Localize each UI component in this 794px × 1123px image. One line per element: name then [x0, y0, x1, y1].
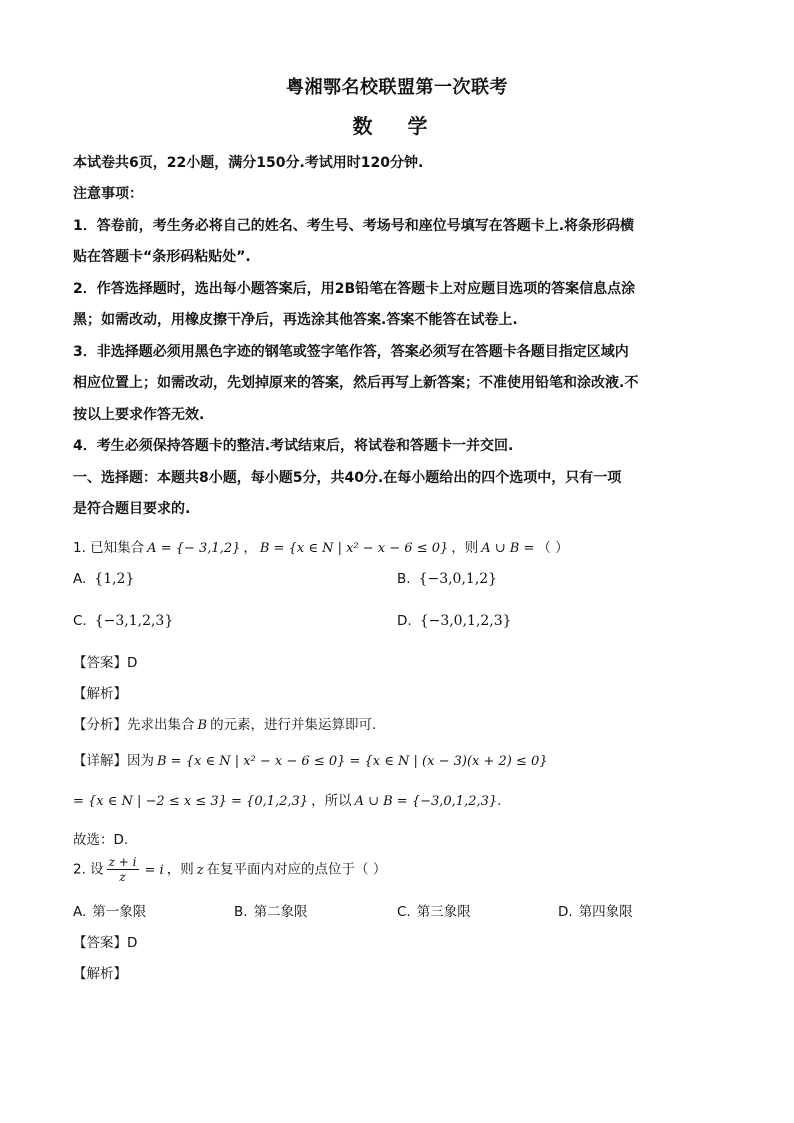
- detail-expr: B = {x ∈ N | x² − x − 6 ≤ 0} = {x ∈ N | (x − 3)(x + 2) ≤ 0}: [157, 754, 548, 769]
- notice-item-2b: 黑；如需改动，用橡皮擦干净后，再选涂其他答案.答案不能答在试卷上.: [73, 312, 518, 328]
- q2-option-b: [234, 900, 308, 920]
- q2-answer: 【答案】D: [73, 935, 138, 951]
- q1-detail: [73, 749, 723, 769]
- subject-title: 数 学: [352, 114, 442, 138]
- option-letter: B.: [234, 904, 248, 920]
- q1-analysis-label: 【解析】: [73, 686, 127, 702]
- q1-conclusion: 故选：D.: [73, 832, 129, 848]
- q2-eq: = i: [144, 862, 164, 878]
- option-letter: A.: [73, 904, 87, 920]
- section-heading-cont: 是符合题目要求的.: [73, 501, 191, 517]
- option-value: 第二象限: [253, 904, 308, 920]
- notice-item-4: 4．考生必须保持答题卡的整洁.考试结束后，将试卷和答题卡一并交回.: [73, 438, 514, 454]
- q1-union: A ∪ B =: [481, 541, 535, 556]
- q2-option-a: [73, 900, 146, 920]
- q1-option-b: [397, 571, 497, 587]
- option-value: 第四象限: [578, 904, 633, 920]
- exam-info: 本试卷共6页，22小题，满分150分.考试用时120分钟.: [73, 155, 424, 171]
- option-letter: D.: [397, 613, 412, 629]
- q1-option-d: [397, 613, 512, 629]
- q2-var: z: [196, 862, 204, 878]
- q2-suffix: 在复平面内对应的点位于（ ）: [206, 861, 387, 878]
- q1-ask: ，则: [451, 540, 479, 556]
- q2-option-d: [558, 900, 633, 920]
- notice-item-3b: 相应位置上；如需改动，先划掉原来的答案，然后再写上新答案；不准使用铅笔和涂改液.不: [73, 375, 639, 391]
- q1-option-c: [73, 613, 173, 629]
- option-letter: A.: [73, 571, 87, 587]
- q2-prefix: 2. 设: [73, 861, 104, 878]
- q1-option-a: [73, 571, 134, 587]
- option-letter: D.: [558, 904, 573, 920]
- detail-prefix: 【详解】因为: [73, 753, 154, 769]
- notice-item-3a: 3．非选择题必须用黑色字迹的钢笔或签字笔作答，答案必须写在答题卡各题目指定区域内: [73, 344, 629, 360]
- notice-item-2a: 2．作答选择题时，选出每小题答案后，用2B铅笔在答题卡上对应题目选项的答案信息点涂: [73, 281, 636, 297]
- option-letter: B.: [397, 571, 411, 587]
- notice-item-1a: 1．答卷前，考生务必将自己的姓名、考生号、考场号和座位号填写在答题卡上.将条形码横: [73, 218, 635, 234]
- fraction-denominator: z: [119, 870, 126, 884]
- notice-item-1b: 贴在答题卡“条形码粘贴处”.: [73, 249, 251, 265]
- q1-prefix: 1. 已知集合: [73, 540, 145, 556]
- fenxi-var: B: [197, 718, 208, 733]
- section-heading: 一、选择题：本题共8小题，每小题5分，共40分.在每小题给出的四个选项中，只有一项: [73, 470, 622, 486]
- fenxi-suffix: 的元素，进行并集运算即可.: [210, 717, 377, 733]
- detail-line2-mid: ，所以: [311, 793, 352, 809]
- q1-answer: 【答案】D: [73, 655, 138, 671]
- question-2: [73, 855, 723, 884]
- q1-comma: ，: [243, 540, 257, 556]
- question-1: [73, 536, 723, 556]
- option-value: {−3,1,2,3}: [94, 613, 174, 629]
- q1-fenxi: [73, 713, 723, 733]
- exam-title: 粤湘鄂名校联盟第一次联考: [286, 77, 508, 98]
- q1-set-a: A = {− 3,1,2}: [147, 541, 241, 556]
- fraction-numerator: z + i: [108, 855, 137, 869]
- notice-heading: 注意事项：: [73, 186, 143, 202]
- option-value: {−3,0,1,2,3}: [419, 613, 512, 629]
- q2-fraction: [107, 855, 139, 884]
- detail-line2-result: A ∪ B = {−3,0,1,2,3}.: [354, 794, 502, 809]
- option-letter: C.: [73, 613, 87, 629]
- option-letter: C.: [397, 904, 411, 920]
- option-value: 第三象限: [416, 904, 471, 920]
- option-value: {1,2}: [94, 571, 135, 587]
- option-value: 第一象限: [92, 904, 147, 920]
- option-value: {−3,0,1,2}: [418, 571, 498, 587]
- q1-set-b: B = {x ∈ N | x² − x − 6 ≤ 0}: [259, 541, 449, 556]
- q1-paren: （ ）: [537, 540, 569, 556]
- detail-line2-expr: = {x ∈ N | −2 ≤ x ≤ 3} = {0,1,2,3}: [73, 794, 309, 809]
- q2-option-c: [397, 900, 471, 920]
- fenxi-prefix: 【分析】先求出集合: [73, 717, 195, 733]
- q2-analysis-label: 【解析】: [73, 966, 127, 982]
- q2-mid: ，则: [166, 861, 194, 878]
- q1-detail-line2: [73, 789, 723, 809]
- notice-item-3c: 按以上要求作答无效.: [73, 407, 205, 423]
